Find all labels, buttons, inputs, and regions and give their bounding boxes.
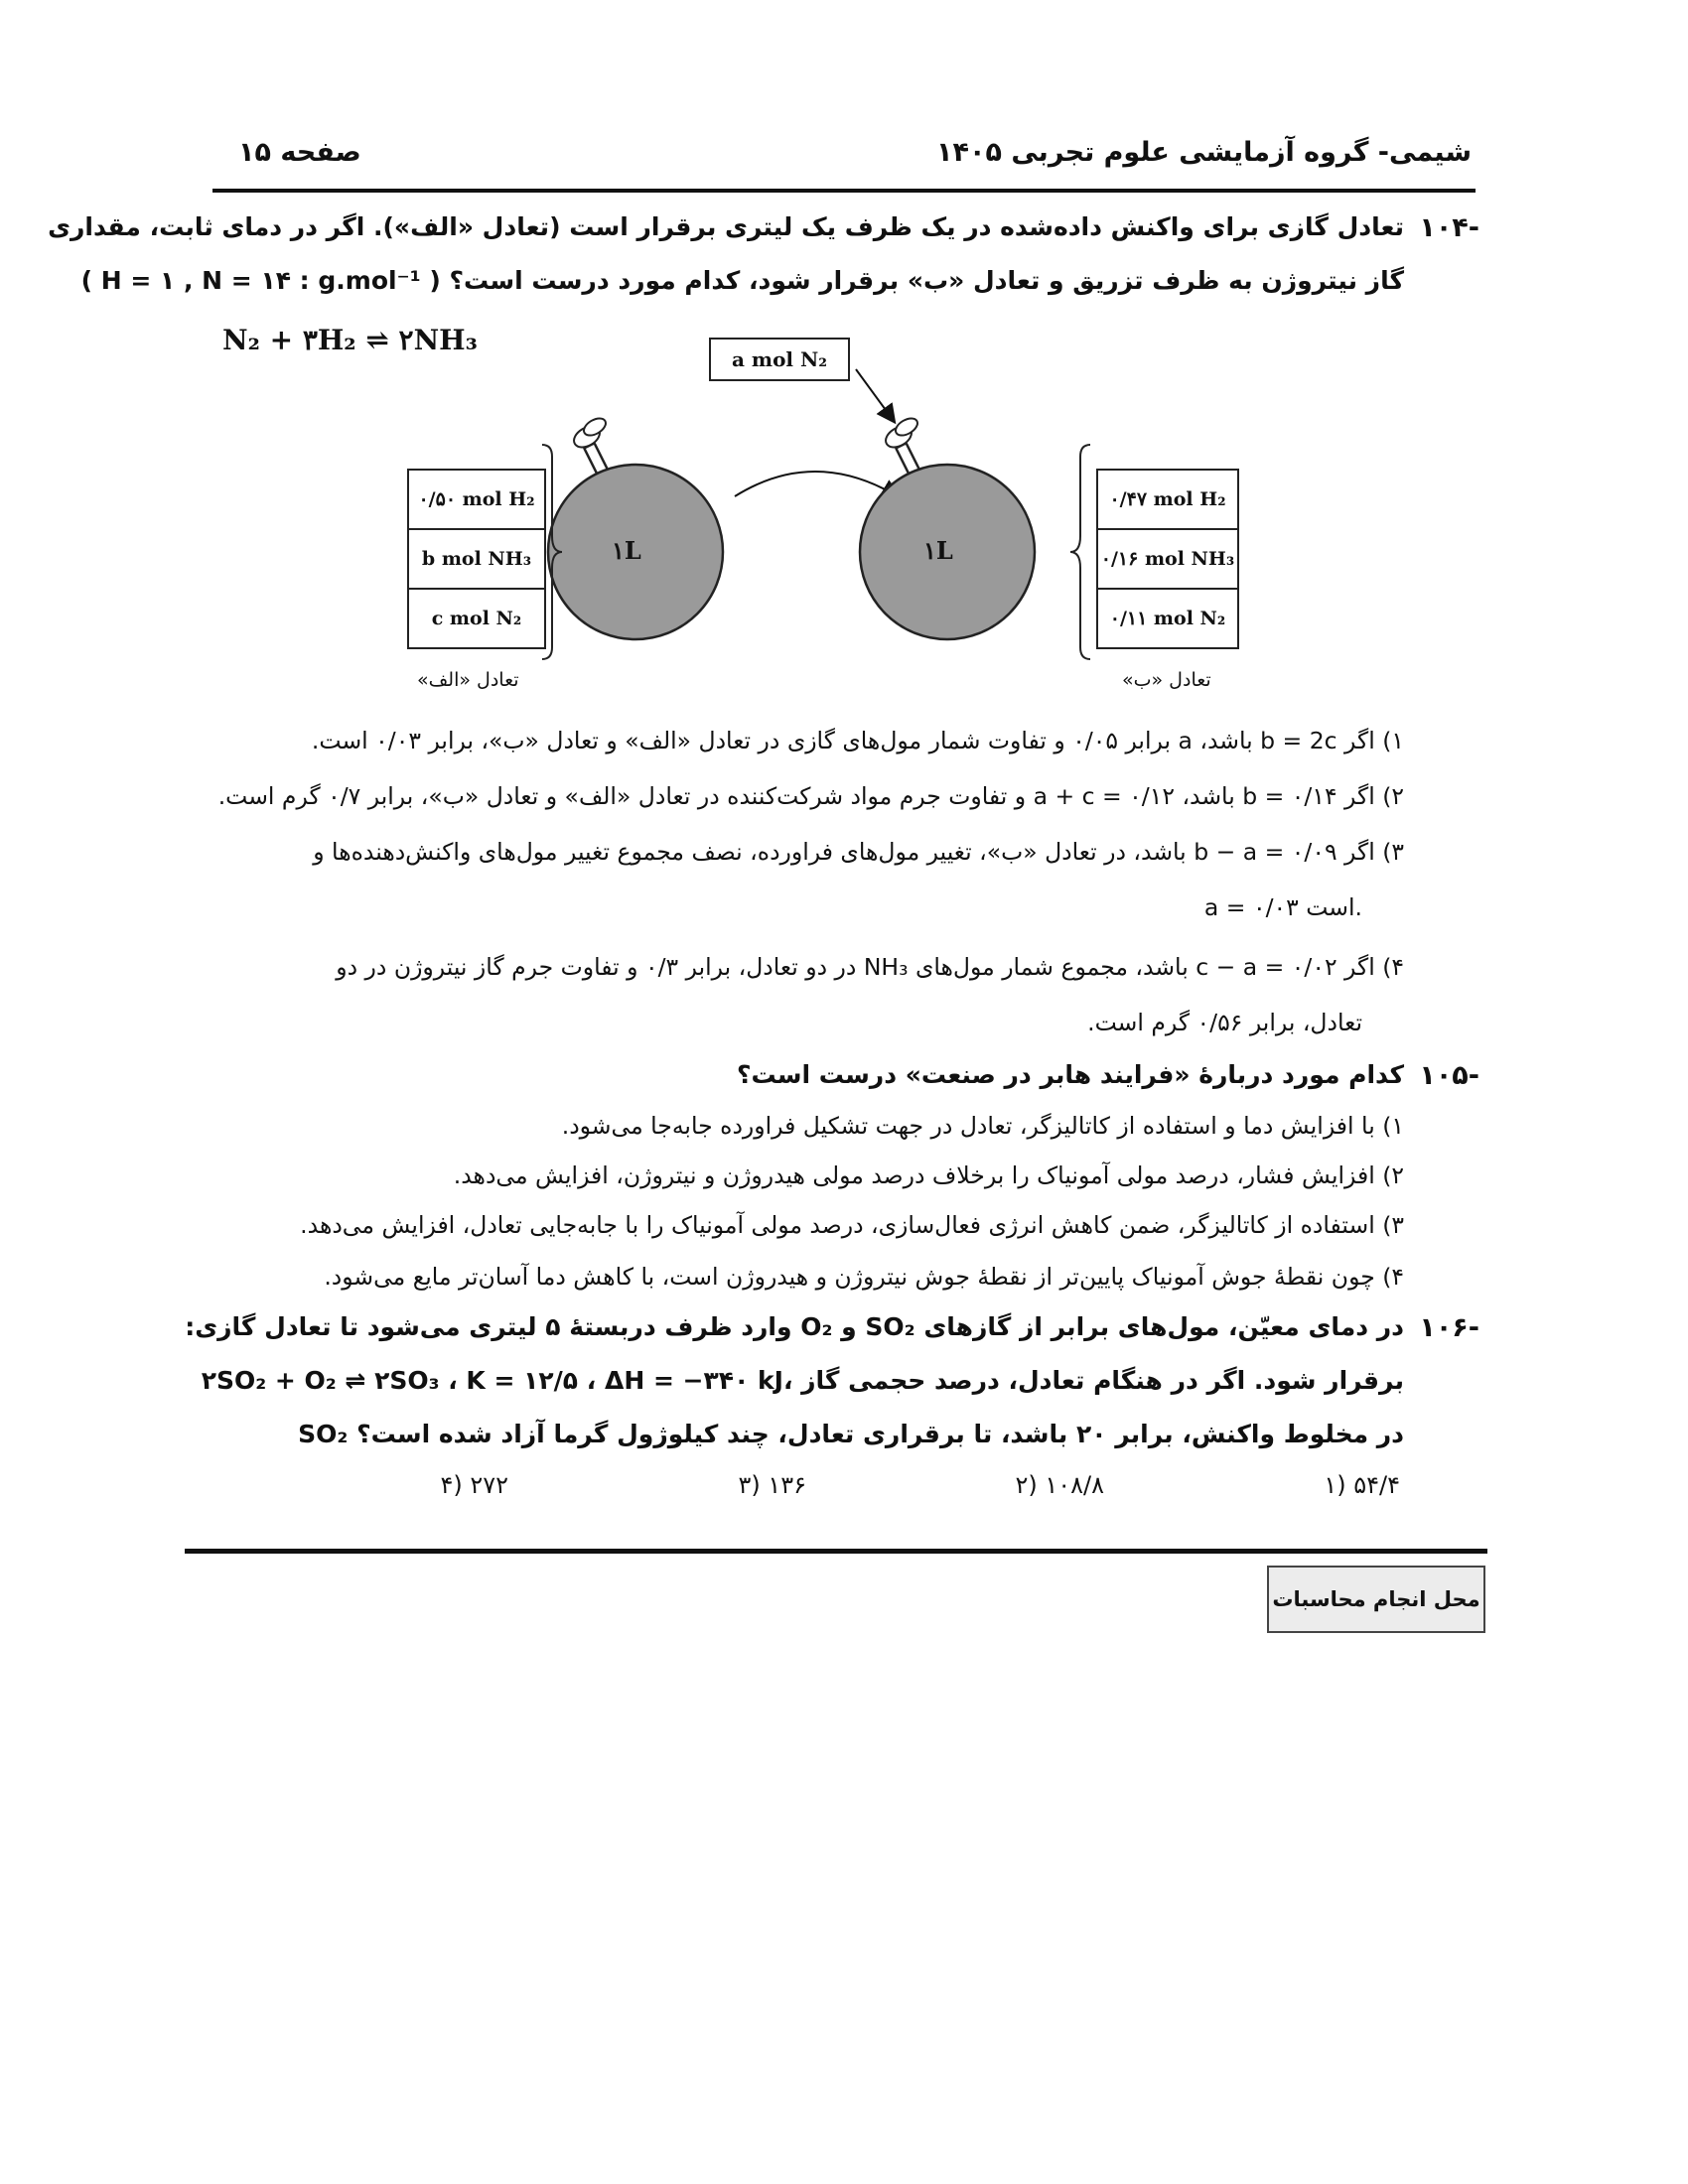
transfer-arrow [735, 472, 898, 496]
question-105-text: کدام مورد دربارهٔ «فرایند هابر در صنعت» درست است؟ [736, 1060, 1404, 1089]
table-b-h2: ۰/۴۷ mol H₂ [1098, 471, 1237, 530]
page-header-title: شیمی- گروه آزمایشی علوم تجربی ۱۴۰۵ [936, 137, 1472, 168]
q106-choice-2[interactable]: ۲) ۱۰۸/۸ [1015, 1471, 1104, 1499]
equilibrium-a-caption: تعادل «الف» [417, 669, 519, 691]
q106-choice-4[interactable]: ۴) ۲۷۲ [440, 1471, 508, 1499]
table-a-nh3: b mol NH₃ [409, 530, 544, 590]
q104-option-1[interactable]: ۱) اگر b = 2c باشد، a برابر ۰/۰۵ و تفاوت شمار مول‌های گازی در تعادل «الف» و تعادل «ب»، برابر ۰/۰۳ است. [311, 727, 1404, 754]
question-106-line3: SO₂ در مخلوط واکنش، برابر ۲۰ باشد، تا برقراری تعادل، چند کیلوژول گرما آزاد شده است؟ [298, 1420, 1404, 1448]
footer-rule [185, 1549, 1487, 1554]
question-106-line2: ۲SO₂ + O₂ ⇌ ۲SO₃ ، K = ۱۲/۵ ، ΔH = −۳۴۰ kJ، برقرار شود. اگر در هنگام تعادل، درصد حجمی گاز [201, 1366, 1404, 1395]
page-number: صفحه ۱۵ [238, 137, 361, 168]
q104-option-3-cont: a = ۰/۰۳ است. [1203, 893, 1362, 921]
question-104-line1: تعادل گازی برای واکنش داده‌شده در یک ظرف یک لیتری برقرار است (تعادل «الف»). اگر در دمای ثابت، مقداری [48, 212, 1404, 241]
q105-option-4[interactable]: ۴) چون نقطهٔ جوش آمونیاک پایین‌تر از نقطهٔ جوش نیتروژن و هیدروژن است، با کاهش دما آسان‌تر مایع می‌شود. [324, 1263, 1404, 1291]
injection-arrow [856, 369, 894, 421]
q106-choice-3[interactable]: ۳) ۱۳۶ [738, 1471, 806, 1499]
right-brace [1070, 445, 1090, 659]
q106-choice-1[interactable]: ۱) ۵۴/۴ [1324, 1471, 1400, 1499]
calculation-area-label: محل انجام محاسبات [1267, 1566, 1485, 1633]
q104-option-4[interactable]: ۴) اگر c − a = ۰/۰۲ باشد، مجموع شمار مول‌های NH₃ در دو تعادل، برابر ۰/۳ و تفاوت جرم گاز نیتروژن در دو [336, 953, 1404, 981]
table-b-n2: ۰/۱۱ mol N₂ [1109, 608, 1226, 629]
question-105-number: ۱۰۵- [1419, 1060, 1479, 1091]
q104-option-2[interactable]: ۲) اگر b = ۰/۱۴ باشد، a + c = ۰/۱۲ و تفاوت جرم مواد شرکت‌کننده در تعادل «الف» و تعادل «ب»، برابر ۰/۷ گرم است. [217, 782, 1404, 810]
table-a-h2: ۰/۵۰ mol H₂ [409, 471, 544, 530]
q104-option-4-cont: تعادل، برابر ۰/۵۶ گرم است. [1087, 1009, 1362, 1036]
question-104-number: ۱۰۴- [1419, 212, 1479, 243]
equilibrium-b-table [1096, 469, 1239, 649]
equilibrium-b-caption: تعادل «ب» [1122, 669, 1211, 691]
question-106-line1: در دمای معیّن، مول‌های برابر از گازهای SO₂ و O₂ وارد ظرف دربستهٔ ۵ لیتری می‌شود تا تعادل گازی: [185, 1312, 1404, 1341]
left-flask-volume: ۱L [612, 536, 641, 565]
table-a-n2: c mol N₂ [431, 608, 522, 629]
injected-nitrogen-label: a mol N₂ [709, 338, 850, 381]
question-104-line2: گاز نیتروژن به ظرف تزریق و تعادل «ب» برقرار شود، کدام مورد درست است؟ ( H = ۱ , N = ۱۴ : g.mol⁻¹ ) [80, 266, 1404, 295]
right-flask-volume: ۱L [923, 536, 953, 565]
q105-option-1[interactable]: ۱) با افزایش دما و استفاده از کاتالیزگر، تعادل در جهت تشکیل فراورده جابه‌جا می‌شود. [561, 1112, 1404, 1140]
question-106-number: ۱۰۶- [1419, 1312, 1479, 1343]
q104-option-3[interactable]: ۳) اگر b − a = ۰/۰۹ باشد، در تعادل «ب»، تغییر مول‌های فراورده، نصف مجموع تغییر مول‌های واکنش‌دهنده‌ها و [313, 838, 1404, 866]
reaction-equation: N₂ + ۳H₂ ⇌ ۲NH₃ [222, 324, 478, 356]
q105-option-3[interactable]: ۳) استفاده از کاتالیزگر، ضمن کاهش انرژی فعال‌سازی، درصد مولی آمونیاک را با جابه‌جایی تعادل، افزایش می‌دهد. [300, 1211, 1404, 1239]
equilibrium-a-table [407, 469, 546, 649]
q105-option-2[interactable]: ۲) افزایش فشار، درصد مولی آمونیاک را برخلاف درصد مولی هیدروژن و نیتروژن، افزایش می‌دهد. [453, 1161, 1404, 1189]
table-b-nh3: ۰/۱۶ mol NH₃ [1098, 530, 1237, 590]
